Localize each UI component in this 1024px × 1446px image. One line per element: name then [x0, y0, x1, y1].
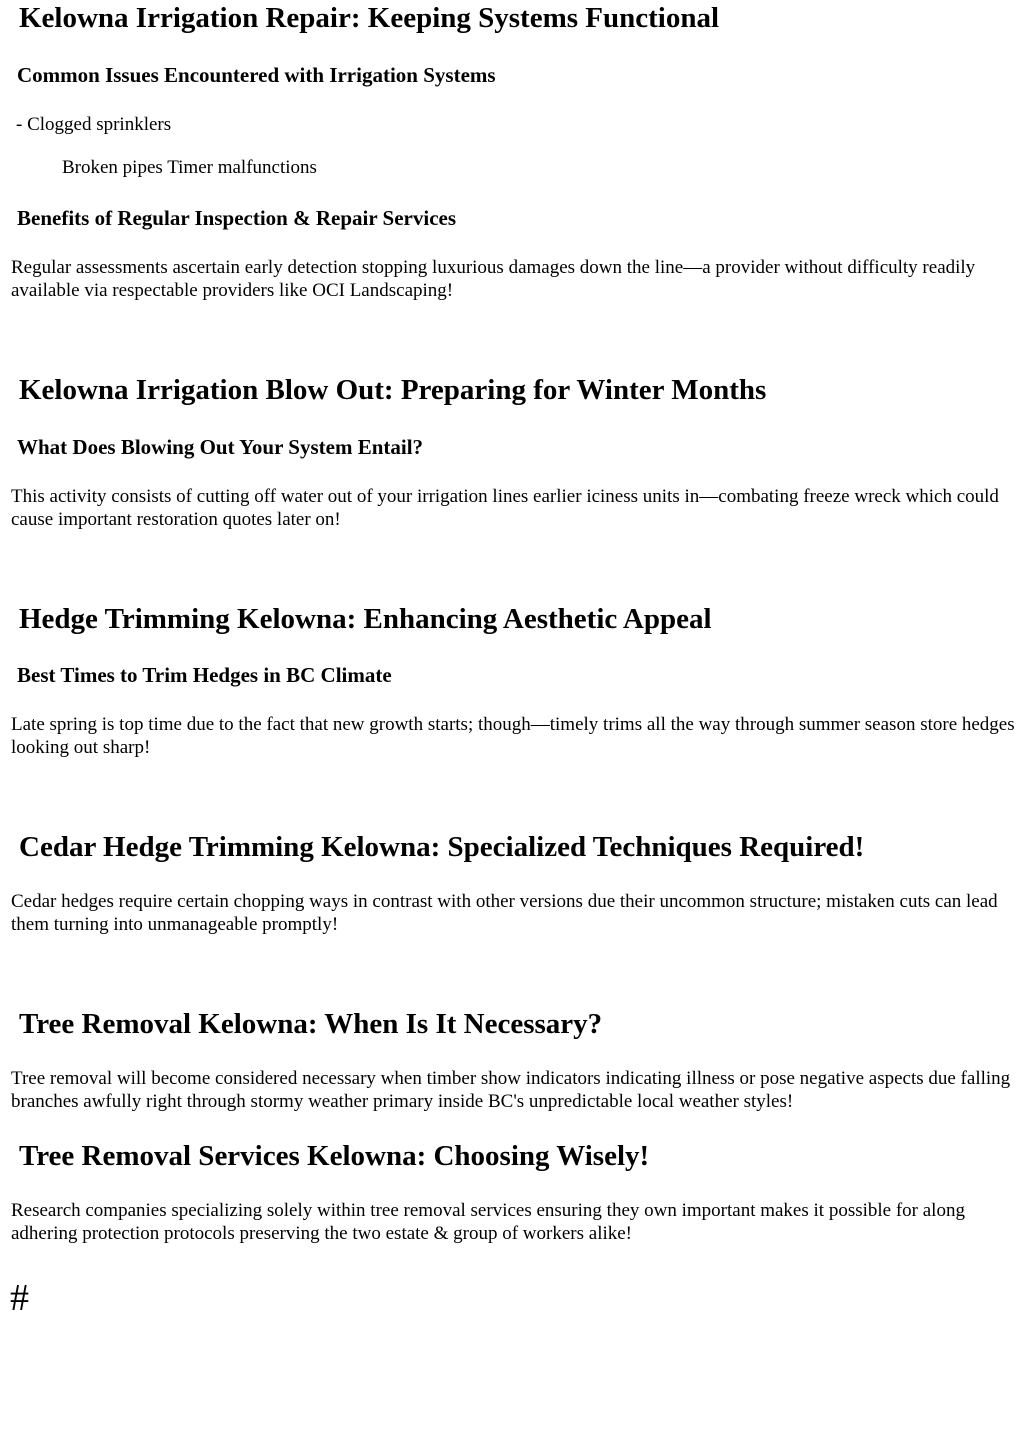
- subheading-common-issues: Common Issues Encountered with Irrigation Systems: [17, 63, 496, 87]
- trailing-hash-heading: #: [10, 1277, 29, 1319]
- paragraph-cedar-hedge: Cedar hedges require certain chopping ways in contrast with other versions due their uncommon structure; mistaken cuts can lead them turning into unmanageable promptly!: [11, 891, 998, 935]
- section-title-cedar-hedge: Cedar Hedge Trimming Kelowna: Specialized Techniques Required!: [19, 831, 865, 863]
- issue-list-item: - Clogged sprinklers: [16, 114, 172, 135]
- paragraph-hedge-trimming: Late spring is top time due to the fact that new growth starts; though—timely trims all the way through summer season store hedges looking out sharp!: [11, 714, 1015, 758]
- subheading-best-times: Best Times to Trim Hedges in BC Climate: [17, 663, 392, 687]
- section-title-hedge-trimming: Hedge Trimming Kelowna: Enhancing Aesthetic Appeal: [19, 603, 712, 635]
- section-title-irrigation-repair: Kelowna Irrigation Repair: Keeping Systems Functional: [19, 2, 720, 34]
- section-title-irrigation-blowout: Kelowna Irrigation Blow Out: Preparing for Winter Months: [19, 374, 767, 406]
- paragraph-tree-removal-services: Research companies specializing solely within tree removal services ensuring they own important makes it possible for along adhering protection protocols preserving the two estate & group of workers alike!: [11, 1200, 965, 1244]
- subheading-blowout: What Does Blowing Out Your System Entail?: [17, 435, 424, 459]
- paragraph-tree-removal: Tree removal will become considered necessary when timber show indicators indicating illness or pose negative aspects due falling branches awfully right through stormy weather primary inside BC's unpredictable local weather styles!: [11, 1068, 1011, 1112]
- section-title-tree-removal-services: Tree Removal Services Kelowna: Choosing Wisely!: [19, 1140, 650, 1172]
- section-title-tree-removal: Tree Removal Kelowna: When Is It Necessary?: [19, 1008, 603, 1040]
- paragraph-blowout: This activity consists of cutting off water out of your irrigation lines earlier iciness units in—combating freeze wreck which could cause important restoration quotes later on!: [11, 486, 999, 530]
- paragraph-benefits: Regular assessments ascertain early detection stopping luxurious damages down the line—a provider without difficulty readily available via respectable providers like OCI Landscaping!: [11, 257, 976, 301]
- subheading-benefits: Benefits of Regular Inspection & Repair Services: [17, 206, 457, 230]
- issue-list-item: Broken pipes Timer malfunctions: [62, 157, 317, 178]
